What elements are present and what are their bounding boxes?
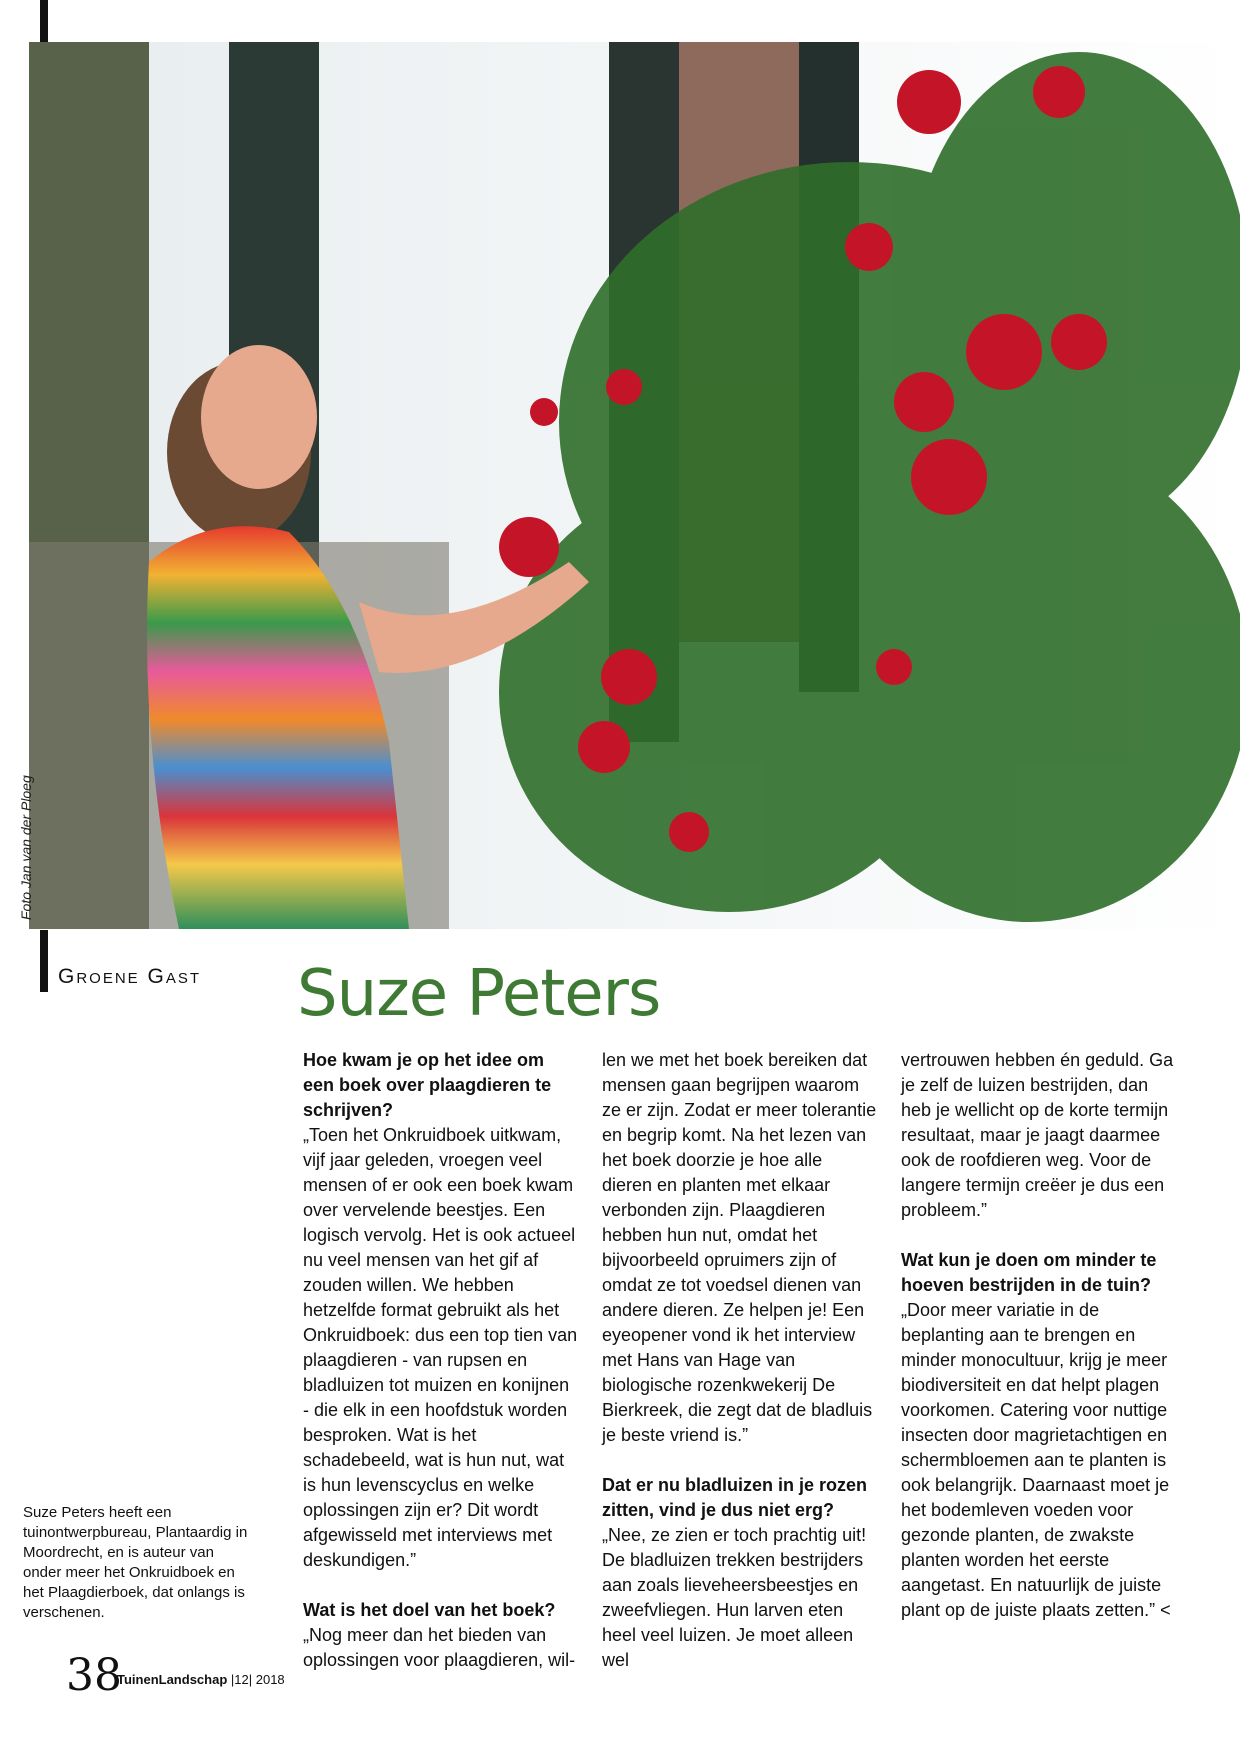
question: Wat kun je doen om minder te hoeven bestrijden in de tuin? <box>901 1250 1157 1295</box>
article-column-3 <box>901 1048 1176 1648</box>
article-title: Suze Peters <box>297 957 661 1031</box>
section-rule <box>40 930 48 992</box>
section-label: Groene Gast <box>58 965 202 988</box>
answer: vertrouwen hebben én geduld. Ga je zelf de luizen bestrijden, dan heb je wellicht op de korte termijn resultaat, maar je jaagt daarmee ook de roofdieren weg. Voor de langere termijn creëer je dus een probleem.” <box>901 1050 1174 1220</box>
answer: „Nee, ze zien er toch prachtig uit! De bladluizen trekken bestrijders aan zoals lieveheersbeestjes en zweefvliegen. Hun larven eten heel veel luizen. Je moet alleen wel <box>602 1525 867 1670</box>
question: Wat is het doel van het boek? <box>303 1600 556 1620</box>
page-number: 38 <box>66 1650 122 1701</box>
issue-number: |12| <box>230 1672 253 1687</box>
answer: len we met het boek bereiken dat mensen gaan begrijpen waarom ze er zijn. Zodat er meer tolerantie en begrip komt. Na het lezen van het boek doorzie je hoe alle dieren en planten met elkaar verbonden zijn. Plaagdieren hebben hun nut, omdat het bijvoorbeeld opruimers zijn of omdat ze tot voedsel dienen van andere dieren. Ze helpen je! Een eyeopener vond ik het interview met Hans van Hage van biologische rozenkwekerij De Bierkreek, die zegt dat de bladluis je beste vriend is.” <box>602 1050 877 1445</box>
article-column-1 <box>303 1048 578 1698</box>
photo-credit: Foto Jan van der Ploeg <box>18 775 34 920</box>
issue-year: 2018 <box>255 1672 285 1687</box>
magazine-name: TuinenLandschap <box>117 1672 228 1687</box>
question: Dat er nu bladluizen in je rozen zitten, vind je dus niet erg? <box>602 1475 868 1520</box>
answer: „Toen het Onkruidboek uitkwam, vijf jaar geleden, vroegen veel mensen of er ook een boek kwam over vervelende beestjes. Een logisch vervolg. Het is ook actueel nu veel mensen van het gif af zouden willen. We hebben hetzelfde format gebruikt als het Onkruidboek: dus een top tien van plaagdieren - van rupsen en bladluizen tot muizen en konijnen - die elk in een hoofdstuk worden besproken. Wat is het schadebeeld, wat is hun nut, wat is hun levenscyclus en welke oplossingen zijn er? Dit wordt afgewisseld met interviews met deskundigen.” <box>303 1125 578 1570</box>
top-rule <box>40 0 48 42</box>
portrait-photo <box>29 42 1240 929</box>
answer: „Nog meer dan het bieden van oplossingen voor plaagdieren, wil- <box>303 1625 576 1670</box>
author-caption: Suze Peters heeft een tuinontwerpbureau, Plantaardig in Moordrecht, en is auteur van onder meer het Onkruidboek en het Plaagdierboek, dat onlangs is verschenen. <box>23 1504 248 1621</box>
question: Hoe kwam je op het idee om een boek over plaagdieren te schrijven? <box>303 1050 552 1120</box>
footer-masthead <box>117 1672 285 1687</box>
article-column-2 <box>602 1048 877 1698</box>
answer: „Door meer variatie in de beplanting aan te brengen en minder monocultuur, krijg je meer biodiversiteit en dat helpt plagen voorkomen. Catering voor nuttige insecten door magrietachtigen en schermbloemen aan te planten is ook belangrijk. Daarnaast moet je het bodemleven voeden voor gezonde planten, de zwakste planten worden het eerste aangetast. En natuurlijk de juiste plant op de juiste plaats zetten.” < <box>901 1300 1171 1620</box>
